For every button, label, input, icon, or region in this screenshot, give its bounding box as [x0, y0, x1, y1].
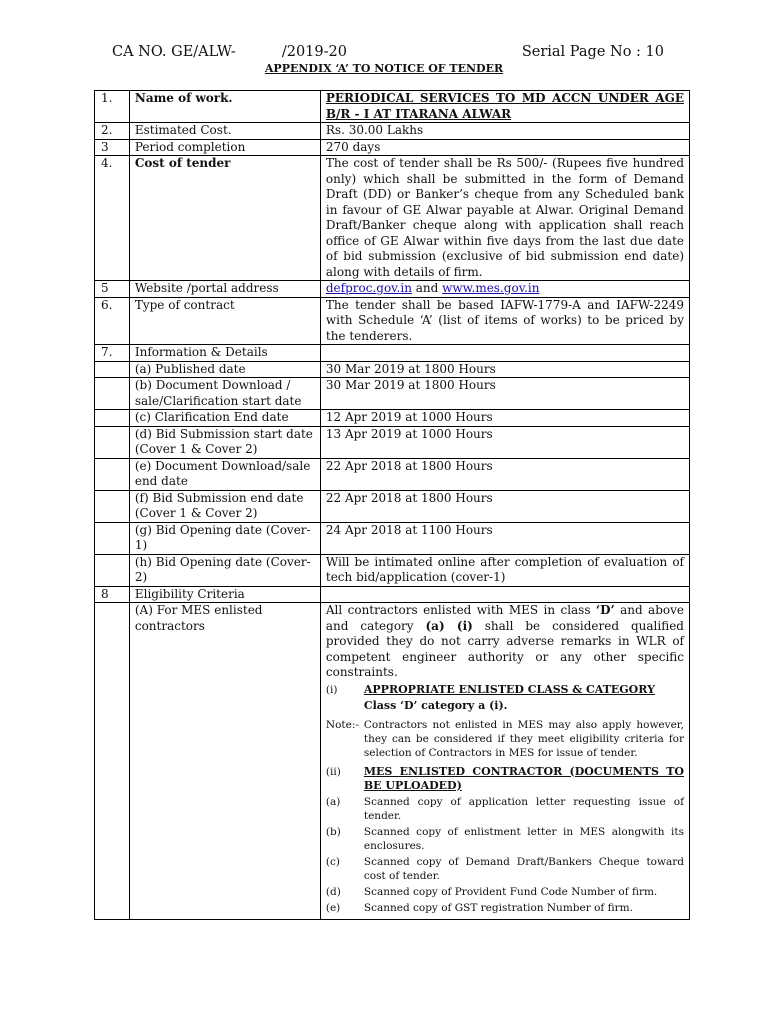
eligibility-item [326, 699, 684, 713]
item-text: Contractors not enlisted in MES may also apply however, they can be considered if they meet eligibility criteria for selection of Contractors in MES for issue of tender. [363, 718, 684, 759]
row-value: 12 Apr 2019 at 1000 Hours [320, 410, 689, 427]
row-number: 6. [95, 297, 130, 345]
row-value: The cost of tender shall be Rs 500/- (Rupees five hundred only) which shall be submitted in the form of Demand Draft (DD) or Banker’s cheque from any Scheduled bank in favour of GE Alwar payable at Alwar. Original Demand Draft/Banker cheque along with application shall reach office of GE Alwar within five days from the last due date of bid submission (exclusive of bid submission end date) along with details of firm. [320, 156, 689, 281]
table-row [95, 361, 690, 378]
row-number [95, 522, 130, 554]
row-value: 30 Mar 2019 at 1800 Hours [320, 378, 689, 410]
row-label: (f) Bid Submission end date (Cover 1 & Cover 2) [129, 490, 320, 522]
row-label: (e) Document Download/sale end date [129, 458, 320, 490]
row-value: Will be intimated online after completion of evaluation of tech bid/application (cover-1) [320, 554, 689, 586]
row-label: Cost of tender [129, 156, 320, 281]
item-text: Scanned copy of enlistment letter in MES alongwith its enclosures. [363, 825, 684, 852]
row-label: (c) Clarification End date [129, 410, 320, 427]
eligibility-item [326, 901, 684, 915]
row-label: (a) Published date [129, 361, 320, 378]
table-row [95, 156, 690, 281]
item-marker: (e) [325, 901, 341, 914]
row-number: 8 [95, 586, 130, 603]
row-number: 7. [95, 345, 130, 362]
tender-table [94, 90, 690, 920]
table-row [95, 123, 690, 140]
row-value [320, 281, 689, 298]
table-row [95, 458, 690, 490]
row-label: Name of work. [129, 91, 320, 123]
row-number: 2. [95, 123, 130, 140]
row-value [320, 345, 689, 362]
item-marker: (d) [325, 885, 341, 898]
item-marker: (ii) [325, 765, 341, 778]
row-number: 1. [95, 91, 130, 123]
eligibility-item [326, 765, 684, 793]
row-label: Type of contract [129, 297, 320, 345]
item-text: Scanned copy of Demand Draft/Bankers Cheque toward cost of tender. [363, 855, 684, 882]
intro-text: shall be considered qualified provided they do not carry adverse remarks in WLR of competent engineer authority or any other specific constraints. [325, 618, 684, 679]
row-label: Information & Details [129, 345, 320, 362]
row-value: 30 Mar 2019 at 1800 Hours [320, 361, 689, 378]
eligibility-item [326, 825, 684, 853]
table-row [95, 345, 690, 362]
eligibility-item [326, 855, 684, 883]
table-row [95, 378, 690, 410]
table-row [95, 410, 690, 427]
row-value: 22 Apr 2018 at 1800 Hours [320, 490, 689, 522]
table-row [95, 554, 690, 586]
eligibility-item [326, 683, 684, 697]
item-text: Scanned copy of application letter requesting issue of tender. [363, 795, 684, 822]
row-number: 4. [95, 156, 130, 281]
row-number [95, 603, 130, 920]
document-title: APPENDIX ‘A’ TO NOTICE OF TENDER [264, 62, 504, 75]
row-number [95, 378, 130, 410]
item-text: Scanned copy of GST registration Number of firm. [363, 901, 633, 914]
intro-text: All contractors enlisted with MES in class [325, 603, 596, 617]
spacer [326, 713, 684, 716]
eligibility-item [326, 718, 684, 760]
row-label: Estimated Cost. [129, 123, 320, 140]
row-number [95, 410, 130, 427]
table-row [95, 281, 690, 298]
table-row [95, 603, 690, 920]
item-marker [326, 699, 364, 713]
portal-link-defproc[interactable]: defproc.gov.in [325, 281, 412, 295]
ca-number: CA NO. GE/ALW- /2019-20 [112, 44, 347, 60]
row-number [95, 426, 130, 458]
row-value: Rs. 30.00 Lakhs [320, 123, 689, 140]
row-number [95, 490, 130, 522]
row-number [95, 361, 130, 378]
serial-page-number: Serial Page No : 10 [521, 44, 664, 60]
row-label: Website /portal address [129, 281, 320, 298]
spacer [326, 760, 684, 763]
intro-text: ‘D’ [595, 603, 615, 617]
row-number: 3 [95, 139, 130, 156]
table-row [95, 490, 690, 522]
table-row [95, 91, 690, 123]
item-text: MES ENLISTED CONTRACTOR (DOCUMENTS TO BE UPLOADED) [363, 764, 684, 792]
eligibility-item [326, 795, 684, 823]
row-number [95, 554, 130, 586]
item-marker: (b) [325, 825, 341, 838]
row-value [320, 586, 689, 603]
table-row [95, 139, 690, 156]
row-label: Eligibility Criteria [129, 586, 320, 603]
row-number: 5 [95, 281, 130, 298]
item-text: Scanned copy of Provident Fund Code Number of firm. [363, 885, 658, 898]
row-label: (b) Document Download / sale/Clarification start date [129, 378, 320, 410]
portal-link-mes[interactable]: www.mes.gov.in [442, 281, 540, 295]
item-marker: (a) [325, 795, 341, 808]
item-marker: Note:- [325, 718, 359, 731]
table-row [95, 586, 690, 603]
row-value: 22 Apr 2018 at 1800 Hours [320, 458, 689, 490]
intro-text: and above and category [325, 603, 684, 633]
item-marker: (c) [325, 855, 340, 868]
eligibility-intro [326, 603, 684, 681]
and-text: and [411, 281, 443, 295]
row-label: (d) Bid Submission start date (Cover 1 & Cover 2) [129, 426, 320, 458]
row-label: (h) Bid Opening date (Cover-2) [129, 554, 320, 586]
row-value: The tender shall be based IAFW-1779-A and IAFW-2249 with Schedule ‘A’ (list of items of works) to be priced by the tenderers. [320, 297, 689, 345]
table-row [95, 297, 690, 345]
eligibility-item [326, 885, 684, 899]
row-value: PERIODICAL SERVICES TO MD ACCN UNDER AGE B/R - I AT ITARANA ALWAR [320, 91, 689, 123]
row-value [320, 603, 689, 920]
row-value: 24 Apr 2018 at 1100 Hours [320, 522, 689, 554]
row-label: (A) For MES enlisted contractors [129, 603, 320, 920]
item-text: APPROPRIATE ENLISTED CLASS & CATEGORY [363, 682, 655, 696]
row-number [95, 458, 130, 490]
item-marker: (i) [325, 683, 338, 696]
table-row [95, 426, 690, 458]
item-text: Class ‘D’ category a (i). [363, 698, 508, 712]
table-row [95, 522, 690, 554]
row-label: Period completion [129, 139, 320, 156]
row-value: 13 Apr 2019 at 1000 Hours [320, 426, 689, 458]
row-label: (g) Bid Opening date (Cover-1) [129, 522, 320, 554]
intro-text: (a) (i) [425, 618, 473, 633]
row-value: 270 days [320, 139, 689, 156]
